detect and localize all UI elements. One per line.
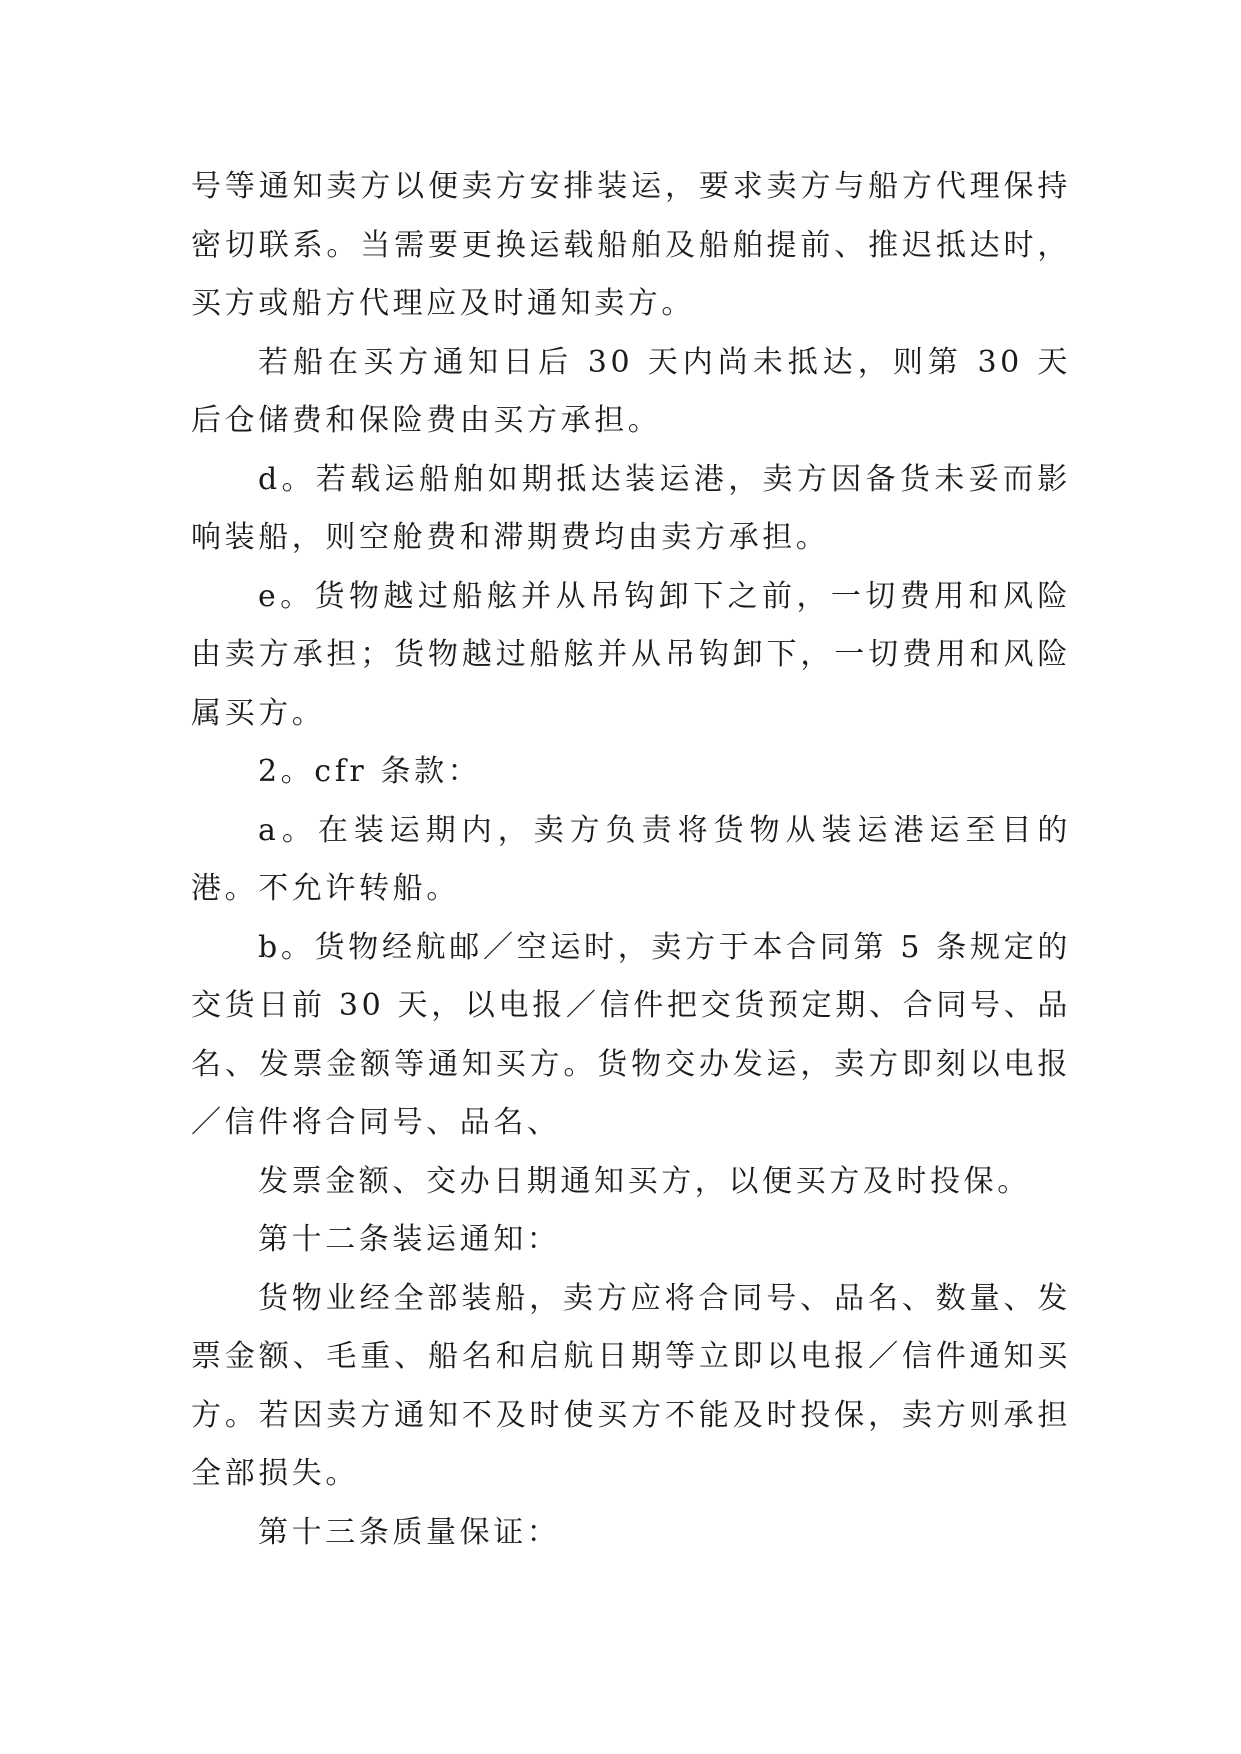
paragraph-cfr-clause-b-continued: 发票金额、交办日期通知买方，以便买方及时投保。	[258, 1163, 1031, 1199]
paragraph-cfr-heading: 2。cfr 条款：	[258, 754, 482, 789]
paragraph-clause-e: e。货物越过船舷并从吊钩卸下之前，一切费用和风险由卖方承担；货物越过船舷并从吊钩卸下，一切费用和风险属买方。	[191, 578, 1071, 731]
paragraph-storage-fees: 若船在买方通知日后 30 天内尚未抵达，则第 30 天后仓储费和保险费由买方承担。	[191, 344, 1071, 438]
paragraph-clause-d: d。若载运船舶如期抵达装运港，卖方因备货未妥而影响装船，则空舱费和滞期费均由卖方承担。	[191, 461, 1071, 555]
paragraph-cfr-clause-b: b。货物经航邮／空运时，卖方于本合同第 5 条规定的交货日前 30 天，以电报／信件把交货预定期、合同号、品名、发票金额等通知买方。货物交办发运，卖方即刻以电报／信件将合同号、品名、	[191, 929, 1071, 1140]
paragraph-shipment-notice: 货物业经全部装船，卖方应将合同号、品名、数量、发票金额、毛重、船名和启航日期等立即以电报／信件通知买方。若因卖方通知不及时使买方不能及时投保，卖方则承担全部损失。	[191, 1280, 1071, 1491]
paragraph-notice-contact: 号等通知卖方以便卖方安排装运，要求卖方与船方代理保持密切联系。当需要更换运载船舶及船舶提前、推迟抵达时，买方或船方代理应及时通知卖方。	[191, 169, 1071, 321]
article-12-heading: 第十二条装运通知：	[258, 1222, 561, 1257]
article-13-heading: 第十三条质量保证：	[258, 1514, 561, 1550]
document-body	[191, 158, 1071, 1562]
paragraph-cfr-clause-a: a。在装运期内，卖方负责将货物从装运港运至目的港。不允许转船。	[191, 812, 1071, 906]
